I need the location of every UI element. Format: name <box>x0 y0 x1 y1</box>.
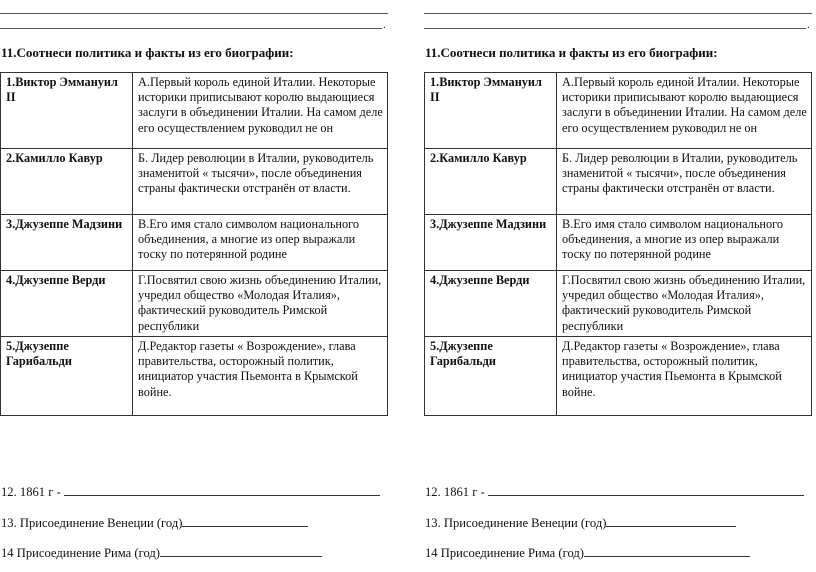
fact-cell: Г.Посвятил свою жизнь объединению Италии, учредил общество «Молодая Италия», фактический руководитель Римской республики <box>557 271 812 337</box>
question-12-text: 12. 1861 г - <box>1 485 64 499</box>
task-title: 11.Соотнеси политика и факты из его биографии: <box>1 45 294 60</box>
question-14 <box>425 545 750 561</box>
fact-cell: Г.Посвятил свою жизнь объединению Италии, учредил общество «Молодая Италия», фактический руководитель Римской республики <box>133 271 388 337</box>
politician-cell: 1.Виктор Эммануил II <box>1 73 133 149</box>
question-13-text: 13. Присоединение Венеции (год) <box>425 516 607 530</box>
table-row <box>1 73 388 149</box>
table-row <box>1 271 388 337</box>
fact-cell: Д.Редактор газеты « Возрождение», глава правительства, осторожный политик, инициатор участия Пьемонта в Крымской войне. <box>133 337 388 416</box>
answer-blank[interactable] <box>488 484 804 496</box>
answer-blank[interactable] <box>584 545 750 557</box>
politician-cell: 4.Джузеппе Верди <box>425 271 557 337</box>
fact-cell: Б. Лидер революции в Италии, руководитель знаменитой « тысячи», после объединения страны фактически отстранён от власти. <box>133 149 388 215</box>
table-row <box>425 149 812 215</box>
line-end-dot: . <box>383 19 386 31</box>
question-12 <box>425 484 804 500</box>
table-row <box>1 337 388 416</box>
question-14 <box>1 545 322 561</box>
answer-line <box>424 13 812 14</box>
table-row <box>425 337 812 416</box>
politician-cell: 1.Виктор Эммануил II <box>425 73 557 149</box>
line-end-dot: . <box>807 19 810 31</box>
politician-cell: 3.Джузеппе Мадзини <box>1 215 133 271</box>
fact-cell: В.Его имя стало символом национального объединения, а многие из опер выражали тоску по потерянной родине <box>133 215 388 271</box>
matching-table <box>0 72 388 416</box>
table-row <box>425 73 812 149</box>
table-row <box>425 215 812 271</box>
answer-line <box>0 13 388 14</box>
table-row <box>425 271 812 337</box>
task-title: 11.Соотнеси политика и факты из его биографии: <box>425 45 718 60</box>
fact-cell: А.Первый король единой Италии. Некоторые историки приписывают королю выдающиеся заслуги в объединении Италии. На самом деле его осуществлением руководил не он <box>133 73 388 149</box>
answer-blank[interactable] <box>64 484 380 496</box>
fact-cell: Б. Лидер революции в Италии, руководитель знаменитой « тысячи», после объединения страны фактически отстранён от власти. <box>557 149 812 215</box>
fact-cell: Д.Редактор газеты « Возрождение», глава правительства, осторожный политик, инициатор участия Пьемонта в Крымской войне. <box>557 337 812 416</box>
fact-cell: А.Первый король единой Италии. Некоторые историки приписывают королю выдающиеся заслуги в объединении Италии. На самом деле его осуществлением руководил не он <box>557 73 812 149</box>
question-14-text: 14 Присоединение Рима (год) <box>425 546 584 560</box>
politician-cell: 2.Камилло Кавур <box>425 149 557 215</box>
answer-blank[interactable] <box>606 515 736 527</box>
worksheet-copy-right <box>424 0 814 572</box>
politician-cell: 3.Джузеппе Мадзини <box>425 215 557 271</box>
answer-blank[interactable] <box>160 545 322 557</box>
table-row <box>1 149 388 215</box>
answer-line <box>0 28 382 29</box>
table-row <box>1 215 388 271</box>
question-13 <box>425 515 736 531</box>
question-14-text: 14 Присоединение Рима (год) <box>1 546 160 560</box>
politician-cell: 2.Камилло Кавур <box>1 149 133 215</box>
politician-cell: 5.Джузеппе Гарибальди <box>425 337 557 416</box>
question-13 <box>1 515 308 531</box>
question-12-text: 12. 1861 г - <box>425 485 488 499</box>
fact-cell: В.Его имя стало символом национального объединения, а многие из опер выражали тоску по потерянной родине <box>557 215 812 271</box>
worksheet-copy-left <box>0 0 390 572</box>
answer-blank[interactable] <box>182 515 308 527</box>
question-12 <box>1 484 380 500</box>
answer-line <box>424 28 806 29</box>
politician-cell: 5.Джузеппе Гарибальди <box>1 337 133 416</box>
politician-cell: 4.Джузеппе Верди <box>1 271 133 337</box>
question-13-text: 13. Присоединение Венеции (год) <box>1 516 183 530</box>
matching-table <box>424 72 812 416</box>
